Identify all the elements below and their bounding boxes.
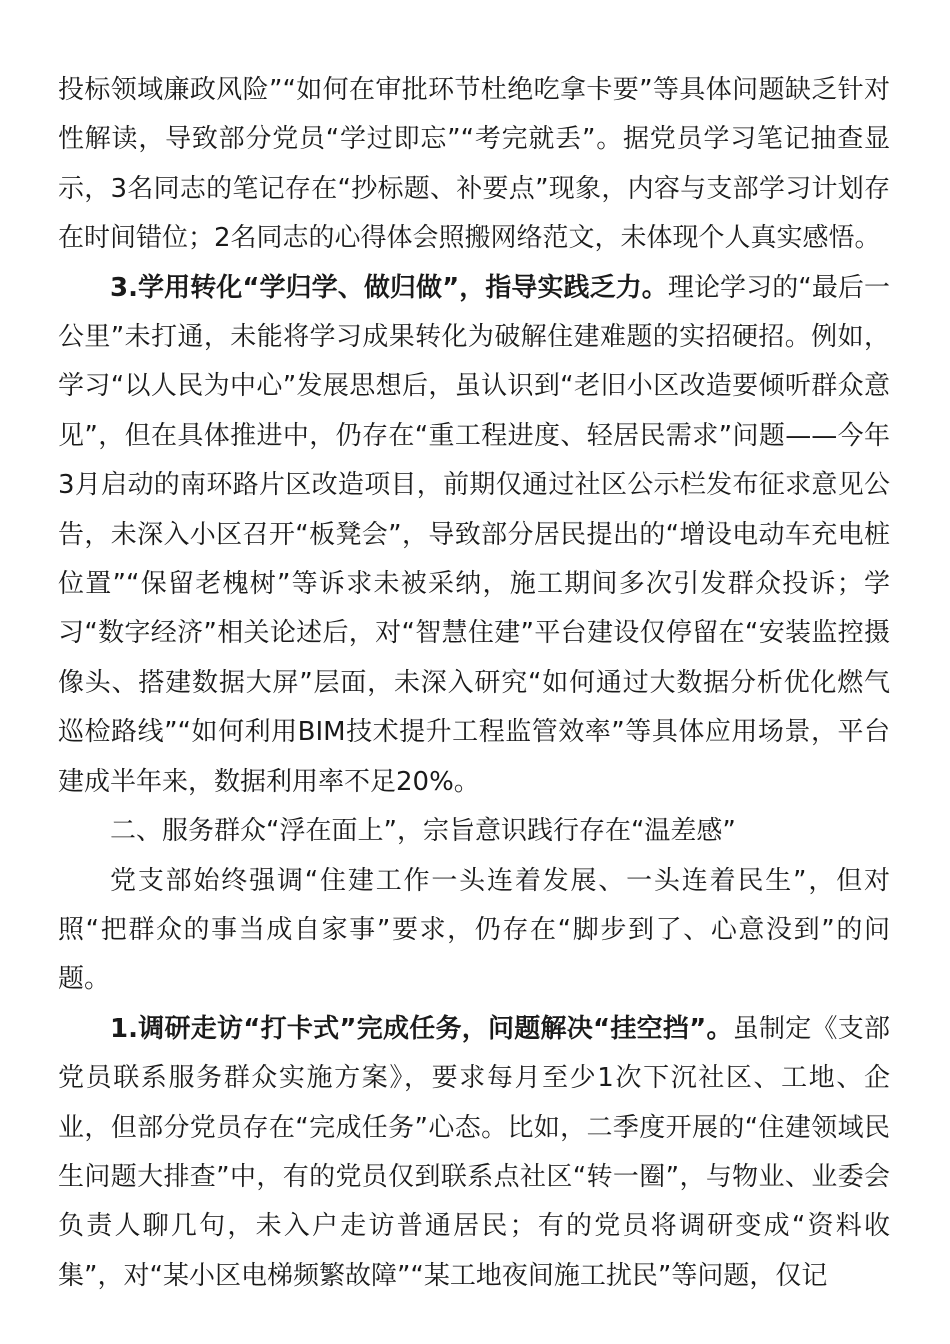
paragraph-research-visits-body: 虽制定《支部党员联系服务群众实施方案》，要求每月至少1次下沉社区、工地、企业，但部分党员存在“完成任务”心态。比如，二季度开展的“住建领域民生问题大排查”中，有的党员仅到联系点社区“转一圈”，与物业、业委会负责人聊几句，未入户走访普通居民；有的党员将调研变成“资料收集”，对“某小区电梯频繁故障”“某工地夜间施工扰民”等问题，仅记 bbox=[58, 1013, 890, 1291]
paragraph-continuation: 投标领域廉政风险”“如何在审批环节杜绝吃拿卡要”等具体问题缺乏针对性解读，导致部分党员“学过即忘”“考完就丢”。据党员学习笔记抽查显示，3名同志的笔记存在“抄标题、补要点”现象，内容与支部学习计划存在时间错位；2名同志的心得体会照搬网络范文，未体现个人真实感悟。 bbox=[58, 75, 890, 254]
paragraph-learning-application-body: 理论学习的“最后一公里”未打通，未能将学习成果转化为破解住建难题的实招硬招。例如，学习“以人民为中心”发展思想后，虽认识到“老旧小区改造要倾听群众意见”，但在具体推进中，仍存在“重工程进度、轻居民需求”问题——今年3月启动的南环路片区改造项目，前期仅通过社区公示栏发布征求意见公告，未深入小区召开“板凳会”，导致部分居民提出的“增设电动车充电桩位置”“保留老槐树”等诉求未被采纳，施工期间多次引发群众投诉；学习“数字经济”相关论述后，对“智慧住建”平台建设仅停留在“安装监控摄像头、搭建数据大屏”层面，未深入研究“如何通过大数据分析优化燃气巡检路线”“如何利用BIM技术提升工程监管效率”等具体应用场景，平台建成半年来，数据利用率不足20%。 bbox=[58, 272, 890, 797]
subheading-research-visits: 1.调研走访“打卡式”完成任务，问题解决“挂空挡”。 bbox=[110, 1013, 733, 1044]
document-body bbox=[58, 66, 890, 1301]
paragraph-learning-application bbox=[58, 264, 890, 807]
paragraph-section-intro: 党支部始终强调“住建工作一头连着发展、一头连着民生”，但对照“把群众的事当成自家事”要求，仍存在“脚步到了、心意没到”的问题。 bbox=[58, 865, 890, 995]
section-heading-serving-masses: 二、服务群众“浮在面上”，宗旨意识践行存在“温差感” bbox=[110, 816, 736, 847]
subheading-learning-application: 3.学用转化“学归学、做归做”，指导实践乏力。 bbox=[110, 272, 668, 303]
paragraph-research-visits bbox=[58, 1005, 890, 1301]
